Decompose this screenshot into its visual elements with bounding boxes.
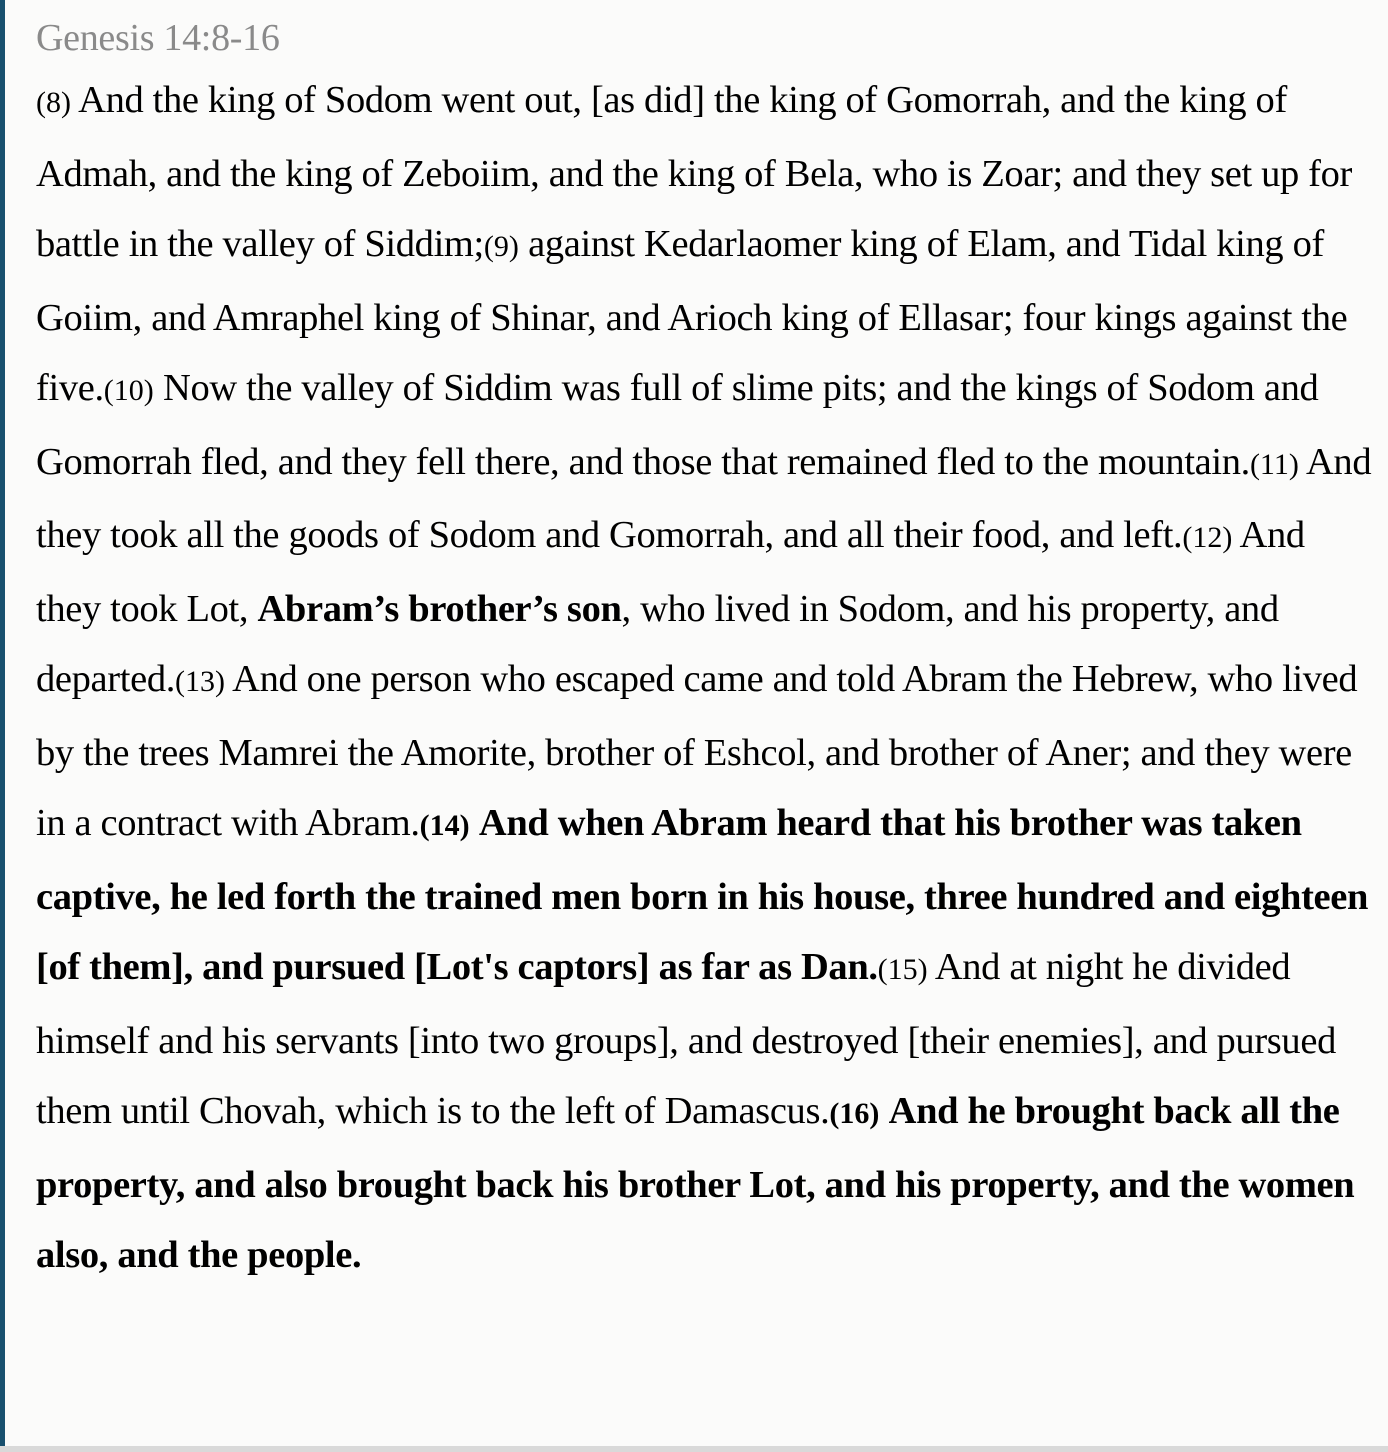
verse-number-highlighted: (14) bbox=[419, 809, 470, 842]
verse-text: against Kedarlaomer king of Elam, and Tidal king of Goiim, and Amraphel king of Shinar, and Arioch king of Ellasar; four kings against the five. bbox=[36, 223, 1348, 409]
highlighted-verse-text: And when Abram heard that his brother was taken captive, he led forth the trained men born in his house, three hundred and eighteen [of them], and pursued [Lot's captors] as far as Dan. bbox=[36, 802, 1369, 988]
verse-text: Now the valley of Siddim was full of slime pits; and the kings of Sodom and Gomorrah fled, and they fell there, and those that remained fled to the mountain. bbox=[36, 367, 1319, 483]
passage-content bbox=[36, 12, 1376, 1291]
verse-text: And one person who escaped came and told Abram the Hebrew, who lived by the trees Mamrei the Amorite, brother of Eshcol, and brother of Aner; and they were in a contract with Abram. bbox=[36, 658, 1358, 844]
accent-bar bbox=[0, 0, 5, 1446]
highlighted-phrase: Abram’s brother’s son bbox=[257, 587, 622, 630]
verse-number: (8) bbox=[36, 86, 71, 119]
verse-number: (12) bbox=[1182, 521, 1233, 554]
verse-number-highlighted: (16) bbox=[829, 1097, 880, 1130]
verse-text: And they took all the goods of Sodom and Gomorrah, and all their food, and left. bbox=[36, 440, 1372, 556]
verse-text: And at night he divided himself and his servants [into two groups], and destroyed [their enemies], and pursued them until Chovah, which is to the left of Damascus. bbox=[36, 946, 1336, 1132]
verse-number: (15) bbox=[877, 953, 928, 986]
highlighted-verse-text: And he brought back all the property, and also brought back his brother Lot, and his property, and the women also, and the people. bbox=[36, 1090, 1355, 1276]
verse-text: , who lived in Sodom, and his property, and departed. bbox=[36, 587, 1279, 700]
verse-number: (9) bbox=[483, 230, 519, 263]
passage-text bbox=[36, 65, 1376, 1291]
verse-number: (13) bbox=[175, 665, 225, 698]
verse-number: (11) bbox=[1249, 447, 1299, 481]
passage-reference[interactable]: Genesis 14:8-16 bbox=[36, 17, 280, 59]
verse-text: And they took Lot, bbox=[36, 514, 1305, 630]
bottom-divider bbox=[0, 1446, 1388, 1452]
verse-number: (10) bbox=[103, 374, 154, 407]
verse-text: And the king of Sodom went out, [as did] the king of Gomorrah, and the king of Admah, and the king of Zeboiim, and the king of Bela, who is Zoar; and they set up for battle in the valley of Siddim; bbox=[36, 79, 1353, 265]
